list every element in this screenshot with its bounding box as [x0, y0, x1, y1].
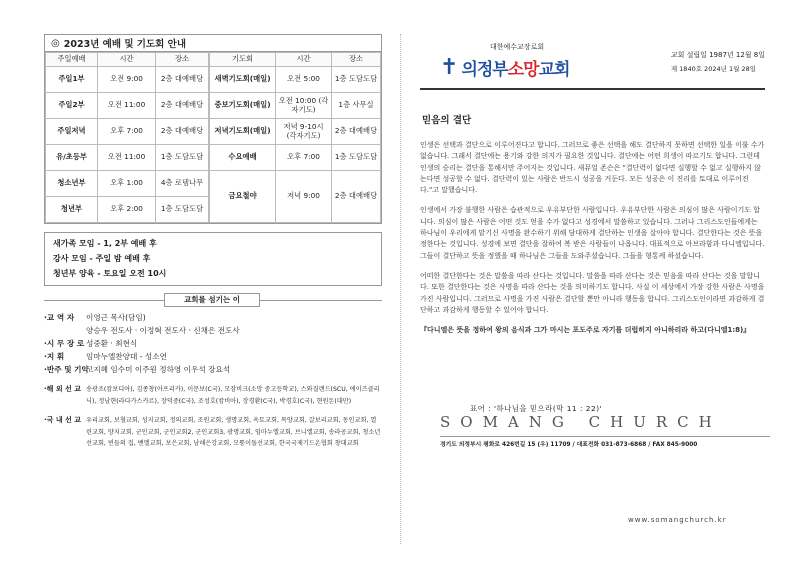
schedule-time: 저녁 9-10시 (각자기도): [276, 119, 332, 145]
schedule-row: [46, 145, 209, 171]
schedule-row: [210, 145, 381, 171]
schedule-time: 오후 7:00: [98, 119, 156, 145]
schedule-name: 저녁기도회(매일): [210, 119, 276, 145]
schedule-place: 2층 대예배당: [156, 67, 209, 93]
logo-prefix: 의정부: [461, 59, 508, 80]
meeting-line: 청년부 양육 - 토요일 오전 10시: [53, 269, 167, 278]
misc-meetings: [44, 232, 382, 286]
motto: 표어 : '하나님을 믿으라(막 11 : 22)': [470, 404, 603, 413]
missions-domestic-label: ·국 내 선 교: [44, 416, 82, 424]
sermon-title: 믿음의 결단: [422, 115, 472, 126]
header-cell: 장소: [332, 53, 381, 67]
schedule-time: 오전 11:00: [98, 93, 156, 119]
staff-row: [44, 363, 382, 376]
bulletin-meta: [671, 48, 765, 76]
staff-role: [44, 324, 86, 337]
schedule-time: 오전 11:00: [98, 145, 156, 171]
schedule-time: 오후 1:00: [98, 171, 156, 197]
schedule-place: 2층 대예배당: [332, 119, 381, 145]
schedule-time: 오후 7:00: [276, 145, 332, 171]
schedule-time: 오전 9:00: [98, 67, 156, 93]
missions-foreign: [44, 384, 382, 407]
church-address: 경기도 의정부시 평화로 426번길 15 (우) 11709 / 대표전화 031-873-6868 / FAX 845-9000: [440, 436, 770, 448]
worship-table-header: [46, 53, 209, 67]
page-divider: [400, 34, 401, 544]
schedule-name: 새벽기도회(매일): [210, 67, 276, 93]
people-heading: [44, 293, 382, 307]
missions-foreign-list: 송광조(캄보디아), 김종창(아프리카), 이문보(C국), 모잠비크(소망 중고등학교), 스와질랜드(SCU, 에이즈클리닉), 정남현(라다가스카르), 장덕중(C국), 조성호(캄비아), 장경환(C국), 박경호(C국), 현원돈(대만): [86, 386, 380, 405]
schedule-row: [46, 67, 209, 93]
people-heading-label: 교회를 섬기는 이: [164, 293, 260, 307]
sermon-paragraph: 인생은 선택과 결단으로 이루어진다고 합니다. 그러므로 좋은 선택을 해도 결단하지 못하면 선택한 일을 이룰 수가 없습니다. 그래서 결단에는 용기와 강한 의지가 필요한 것입니다. 결단에는 어떤 희생이 따르기도 합니다. 그런데 인생의 승리는 결단을 통해서만 주어지는 것입니다. 새뮤얼 존슨은 "결단력이 없다면 실행할 수 없고 실행하지 않는다면 성공할 수 없다. 결단력이 있는 사람은 반드시 성공을 거둔다. 모든 성공은 이 진리를 토대로 이루어진다."고 말했습니다.: [420, 141, 765, 195]
schedule-name: 청소년부: [46, 171, 98, 197]
schedule-name: 주일2부: [46, 93, 98, 119]
worship-table: [45, 52, 209, 223]
sermon-paragraph: 인생에서 가장 불행한 사람은 습관적으로 우유부단한 사람입니다. 우유부단한 사람은 의심이 많은 사람이기도 합니다. 의심이 많은 사람은 어떤 것도 얻을 수가 없다고 성경에서 말씀하고 있습니다. 그러나 그리스도인들에게는 하나님이 우리에게 맡기신 사명을 완수하기 위해 담대하게 결단하는 인생을 살아야 합니다. 결단한다는 것은 뜻을 정한다는 것입니다. 성경에 보면 결단을 잘하여 복 받은 사람들이 나옵니다. 대표적으로 아브라함과 다니엘입니다. 그들이 결단하고 뜻을 정했을 때 하나님은 그들을 도와주셨습니다. 그들을 형통케 하셨습니다.: [420, 206, 765, 260]
sermon-paragraph: 어떠한 결단한다는 것은 말씀을 따라 산다는 것입니다. 말씀을 따라 산다는 것은 믿음을 따라 산다는 것을 말합니다. 또한 결단한다는 것은 사명을 따라 산다는 것을 의미하기도 합니다. 사실 이 세상에서 가장 강한 사람은 사명을 가진 사람입니다. 그러므로 사명을 가진 사람은 결단할 뿐만 아니라 행동을 합니다. 그리스도인이라면 과감하게 결단하고 과감하게 행동할 수 있어야 합니다.: [420, 271, 765, 314]
header-cell: 기도회: [210, 53, 276, 67]
edition-date: 제 1840호 2024년 1월 28일: [670, 65, 756, 73]
header-cell: 장소: [156, 53, 209, 67]
missions-foreign-label: ·해 외 선 교: [44, 385, 82, 393]
schedule-name: 주일1부: [46, 67, 98, 93]
schedule-place: 1층 도담도담: [156, 145, 209, 171]
staff-names: 성중환 · 최현식: [86, 339, 138, 348]
schedule-place: 2층 대예배당: [156, 93, 209, 119]
header-cell: 시간: [98, 53, 156, 67]
schedule-row: [46, 171, 209, 197]
staff-names: 고지혜 임수미 이주원 정하영 이우석 장요석: [86, 365, 231, 374]
schedule-place: 2층 대예배당: [156, 119, 209, 145]
schedule-name: 청년부: [46, 197, 98, 223]
english-name: SOMANG CHURCH: [440, 413, 722, 431]
sermon-body: [420, 140, 765, 336]
missions-domestic-list: 우리교회, 보혈교회, 성지교회, 정의교회, 조원교회, 생명교회, 옥토교회, 목양교회, 갈보리교회, 동인교회, 열린교회, 양지교회, 군인교회, 군인교회2, 군인교회3, 광명교회, 임마누엘교회, 브니엘교회, 송라공교회, 청소년선교회, 빈들의 집, 밴엘교회, 보은교회, 남해은강교회, 모퉁이돌선교회, 한국국제기드온협회 창대교회: [86, 417, 381, 447]
schedule-title: [44, 34, 382, 51]
cross-logo-icon: ✝: [440, 54, 459, 80]
meeting-line: 새가족 모임 - 1, 2부 예배 후: [53, 239, 157, 248]
meeting-line: 강사 모임 - 주일 밤 예배 후: [53, 254, 151, 263]
scripture-quote: 『다니엘은 뜻을 정하여 왕의 음식과 그가 마시는 포도주로 자기를 더럽히지 아니하리라 하고(다니엘1:8)』: [420, 326, 751, 335]
logo-highlight: 소망: [507, 59, 539, 80]
schedule-row: [210, 93, 381, 119]
schedule-time: 저녁 9:00: [276, 171, 332, 223]
staff-row: [44, 324, 382, 337]
schedule-time: 오전 10:00 (각자기도): [276, 93, 332, 119]
denomination: 대한예수교장로회: [490, 43, 545, 51]
church-logo: [440, 52, 569, 82]
schedule-place: 2층 대예배당: [332, 171, 381, 223]
schedule-place: 1층 사무실: [332, 93, 381, 119]
schedule-name: 금요철야: [210, 171, 276, 223]
schedule-title-text: 2023년 예배 및 기도회 안내: [63, 39, 186, 50]
schedule-row: [210, 67, 381, 93]
staff-list: [44, 311, 382, 376]
prayer-table-header: [210, 53, 381, 67]
logo-suffix: 교회: [538, 59, 570, 80]
staff-names: 양승우 전도사 · 이정혁 전도사 · 신채은 전도사: [86, 326, 240, 335]
schedule-time: 오후 2:00: [98, 197, 156, 223]
schedule-place: 4층 로뎀나무: [156, 171, 209, 197]
right-panel: [420, 34, 765, 345]
header-cell: 시간: [276, 53, 332, 67]
header-cell: 주일예배: [46, 53, 98, 67]
staff-names: 임마누엘찬양대 - 성소연: [86, 352, 167, 361]
schedule-place: 1층 도담도담: [332, 67, 381, 93]
schedule-time: 오전 5:00: [276, 67, 332, 93]
staff-role: ·교 역 자: [44, 313, 75, 322]
staff-names: 이영근 목사(담임): [86, 313, 146, 322]
church-header: [420, 34, 765, 90]
staff-row: [44, 350, 382, 363]
schedule-row: [46, 119, 209, 145]
schedule-name: 중보기도회(매일): [210, 93, 276, 119]
schedule-tables: [44, 51, 382, 224]
missions-domestic: [44, 415, 382, 450]
founded-date: 교회 설립일 1987년 12월 8일: [670, 51, 765, 59]
website-link[interactable]: www.somangchurch.kr: [628, 516, 727, 524]
schedule-row: [46, 197, 209, 223]
left-panel: [44, 34, 382, 450]
staff-role: ·시 무 장 로: [44, 339, 85, 348]
schedule-name: 주일저녁: [46, 119, 98, 145]
schedule-row: [210, 171, 381, 223]
staff-role: ·반주 및 기악: [44, 365, 89, 374]
prayer-table: [209, 52, 381, 223]
schedule-name: 수요예배: [210, 145, 276, 171]
logo-text: [461, 55, 569, 80]
schedule-place: 1층 도담도담: [332, 145, 381, 171]
schedule-row: [210, 119, 381, 145]
schedule-row: [46, 93, 209, 119]
schedule-name: 유/초등부: [46, 145, 98, 171]
staff-row: [44, 337, 382, 350]
staff-role: ·지 휘: [44, 352, 65, 361]
staff-row: [44, 311, 382, 324]
schedule-place: 1층 도담도담: [156, 197, 209, 223]
target-icon: ◎: [51, 37, 60, 49]
